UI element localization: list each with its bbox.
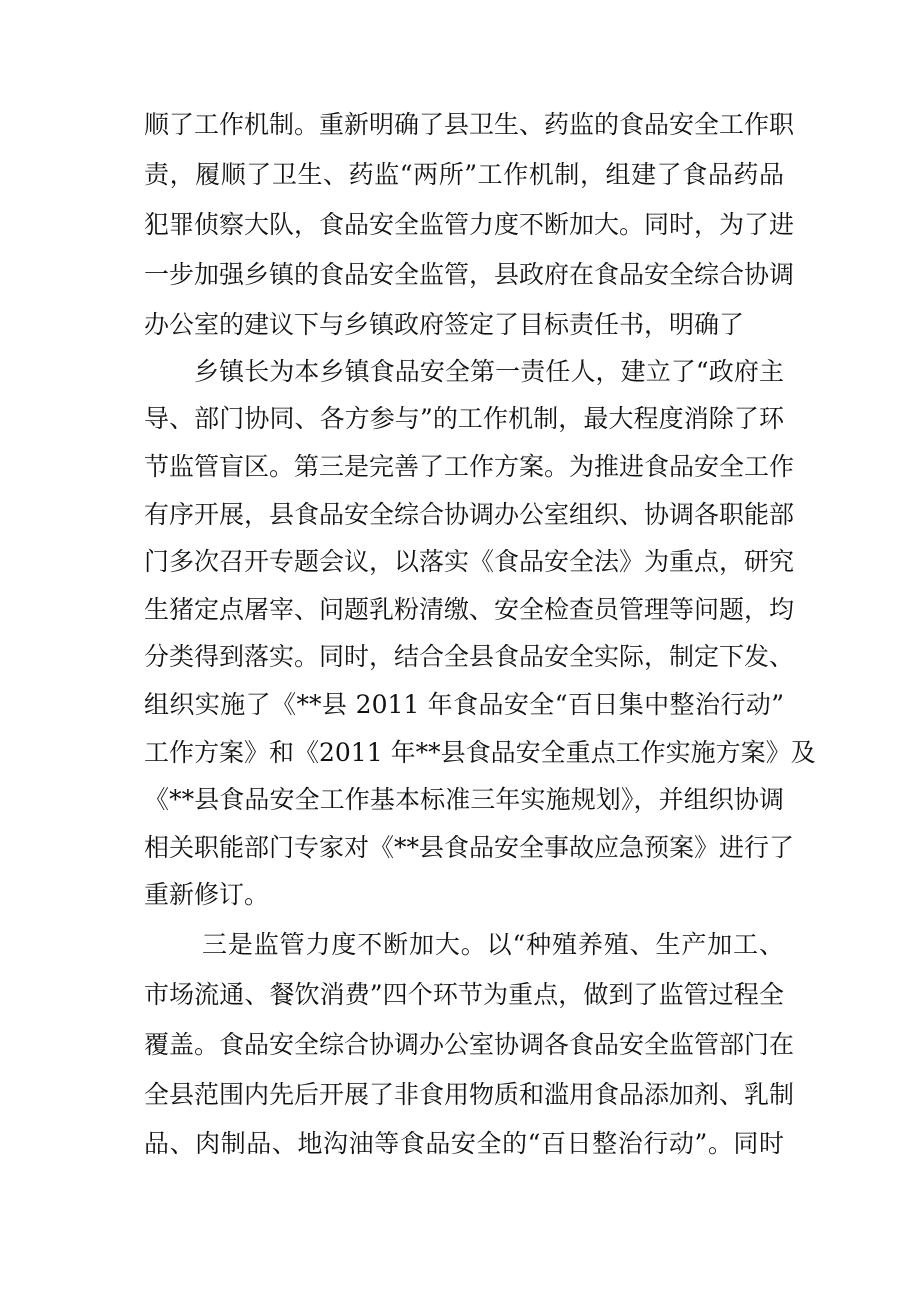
- text-line: 品、肉制品、地沟油等食品安全的“百日整治行动”。同时: [144, 1129, 784, 1158]
- text-line: 相关职能部门专家对《**县食品安全事故应急预案》进行了: [144, 833, 795, 862]
- text-line: 三是监管力度不断加大。以“种殖养殖、生产加工、: [202, 930, 784, 959]
- text-line: 工作方案》和《2011 年**县食品安全重点工作实施方案》及: [144, 738, 816, 767]
- text-line: 有序开展，县食品安全综合协调办公室组织、协调各职能部: [144, 500, 795, 529]
- text-line: 犯罪侦察大队，食品安全监管力度不断加大。同时，为了进: [144, 210, 795, 239]
- text-line: 生猪定点屠宰、问题乳粉清缴、安全检查员管理等问题，均: [144, 595, 795, 624]
- text-line: 分类得到落实。同时，结合全县食品安全实际，制定下发、: [144, 642, 795, 671]
- text-line: 节监管盲区。第三是完善了工作方案。为推进食品安全工作: [144, 452, 795, 481]
- text-line: 顺了工作机制。重新明确了县卫生、药监的食品安全工作职: [144, 110, 795, 139]
- text-line: 《**县食品安全工作基本标准三年实施规划》，并组织协调: [144, 785, 784, 814]
- text-line: 全县范围内先后开展了非食用物质和滥用食品添加剂、乳制: [144, 1080, 795, 1109]
- text-line: 乡镇长为本乡镇食品安全第一责任人，建立了“政府主: [194, 357, 784, 386]
- text-line: 导、部门协同、各方参与”的工作机制，最大程度消除了环: [144, 404, 784, 433]
- text-line: 一步加强乡镇的食品安全监管，县政府在食品安全综合协调: [144, 260, 795, 289]
- text-line: 重新修订。: [144, 880, 270, 909]
- text-line: 市场流通、餐饮消费”四个环节为重点，做到了监管过程全: [144, 980, 784, 1009]
- text-line: 组织实施了《**县 2011 年食品安全“百日集中整治行动”: [144, 690, 784, 719]
- text-line: 门多次召开专题会议，以落实《食品安全法》为重点，研究: [144, 547, 795, 576]
- text-line: 责，履顺了卫生、药监“两所”工作机制，组建了食品药品: [144, 160, 784, 189]
- text-line: 覆盖。食品安全综合协调办公室协调各食品安全监管部门在: [144, 1030, 795, 1059]
- text-line: 办公室的建议下与乡镇政府签定了目标责任书，明确了: [144, 310, 745, 339]
